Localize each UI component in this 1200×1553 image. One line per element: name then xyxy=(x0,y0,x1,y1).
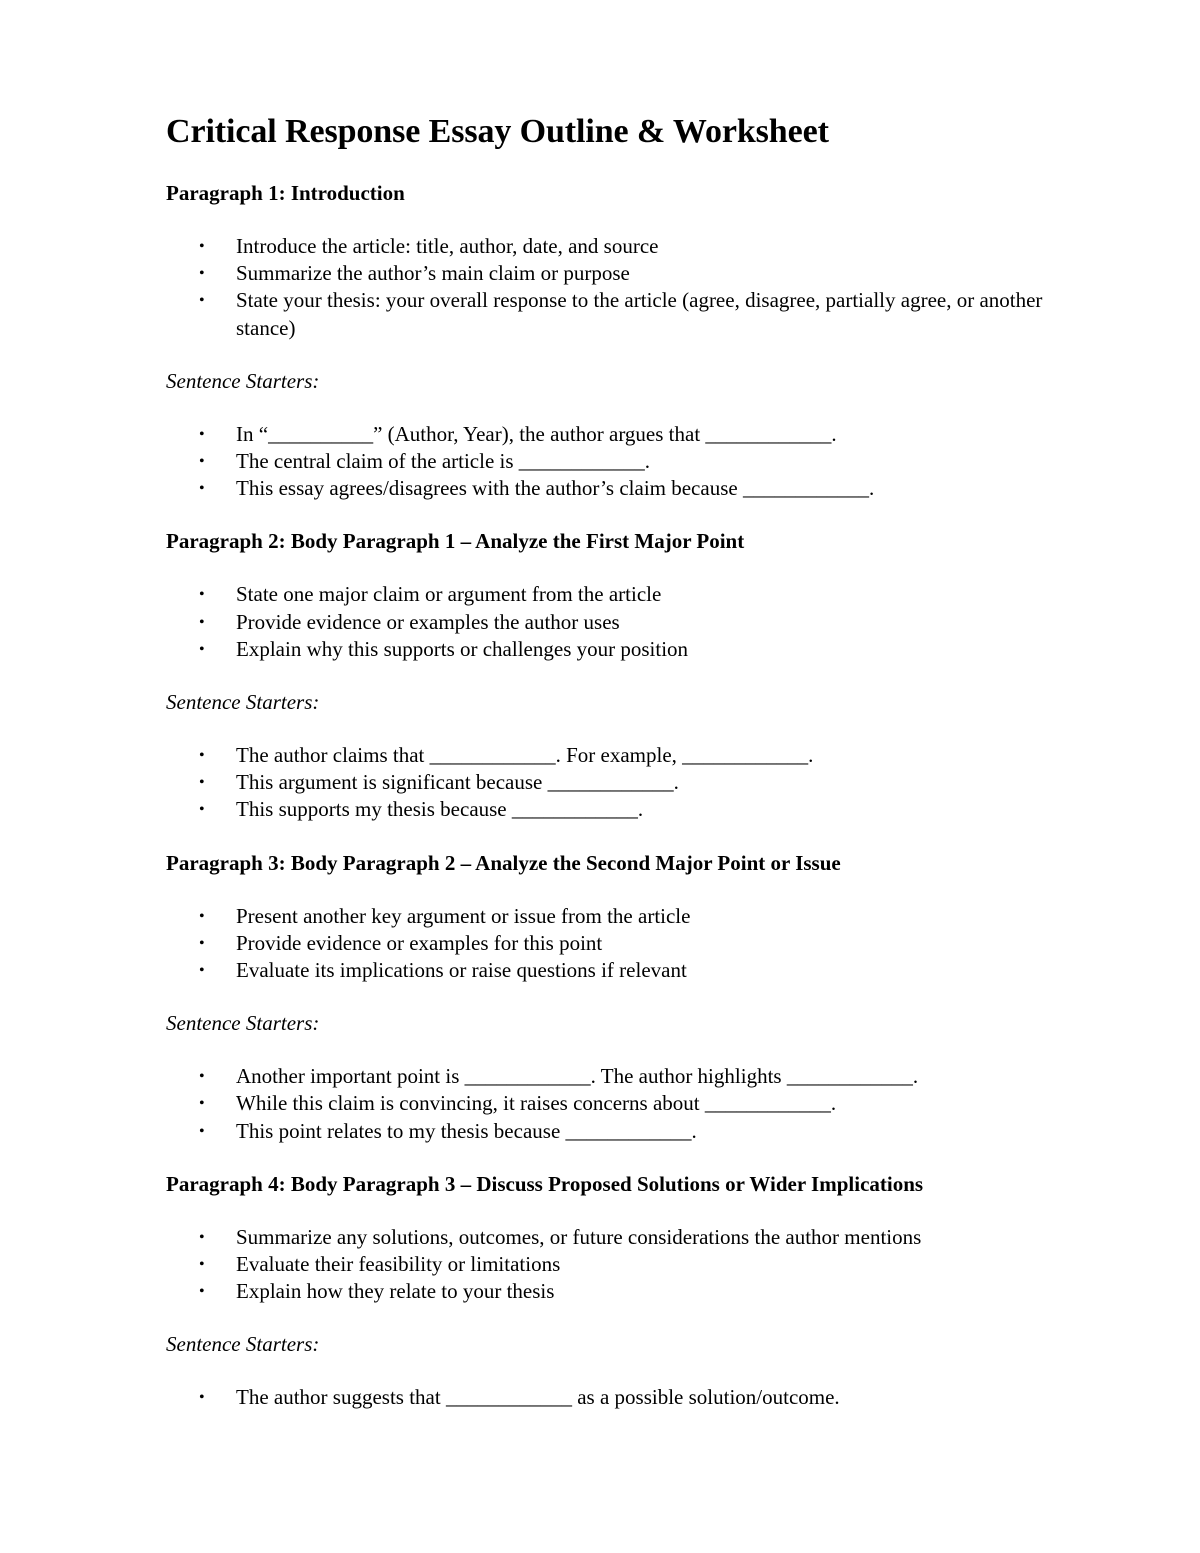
section-heading: Paragraph 2: Body Paragraph 1 – Analyze the First Major Point xyxy=(166,529,745,554)
section-paragraph-2 xyxy=(166,528,1080,823)
section-heading: Paragraph 1: Introduction xyxy=(166,181,405,205)
starter-item xyxy=(166,742,1080,769)
starter-item xyxy=(166,421,1080,448)
guideline-list xyxy=(166,581,1080,663)
bullet-icon: • xyxy=(199,1389,205,1407)
starter-list xyxy=(166,1063,1080,1145)
starter-text: The central claim of the article is ____________. xyxy=(236,449,651,474)
guideline-text: Evaluate its implications or raise questions if relevant xyxy=(236,958,687,983)
starter-item xyxy=(166,475,1080,502)
starter-item xyxy=(166,1063,1080,1090)
bullet-icon: • xyxy=(199,934,205,952)
sentence-starters-label: Sentence Starters: xyxy=(166,1011,320,1036)
bullet-icon: • xyxy=(199,747,205,765)
starter-list xyxy=(166,742,1080,824)
guideline-item xyxy=(166,1251,1080,1278)
section-paragraph-3 xyxy=(166,850,1080,1145)
guideline-item xyxy=(166,957,1080,984)
guideline-item xyxy=(166,287,1080,341)
guideline-text: Explain how they relate to your thesis xyxy=(236,1279,555,1304)
section-heading: Paragraph 4: Body Paragraph 3 – Discuss Proposed Solutions or Wider Implications xyxy=(166,1171,924,1196)
guideline-text: Evaluate their feasibility or limitations xyxy=(236,1252,561,1277)
starter-text: This argument is significant because ____________. xyxy=(236,770,679,795)
bullet-icon: • xyxy=(199,907,205,925)
bullet-icon: • xyxy=(199,962,205,980)
bullet-icon: • xyxy=(199,1283,205,1301)
starter-text: Another important point is ____________. The author highlights ____________. xyxy=(236,1064,919,1089)
guideline-item xyxy=(166,260,1080,287)
bullet-icon: • xyxy=(199,425,205,443)
bullet-icon: • xyxy=(199,586,205,604)
starter-item xyxy=(166,1090,1080,1117)
starter-text: This essay agrees/disagrees with the author’s claim because ____________. xyxy=(236,476,875,501)
guideline-item xyxy=(166,930,1080,957)
starter-item xyxy=(166,1118,1080,1145)
guideline-item xyxy=(166,636,1080,663)
section-paragraph-4 xyxy=(166,1171,1080,1412)
guideline-text: Summarize the author’s main claim or purpose xyxy=(236,261,630,286)
guideline-text: Provide evidence or examples for this point xyxy=(236,930,603,955)
bullet-icon: • xyxy=(199,238,205,255)
document-title: Critical Response Essay Outline & Worksheet xyxy=(166,113,829,150)
guideline-text: Summarize any solutions, outcomes, or future considerations the author mentions xyxy=(236,1224,922,1249)
bullet-icon: • xyxy=(199,265,205,283)
starter-item xyxy=(166,1384,1080,1411)
guideline-list xyxy=(166,233,1080,342)
starter-item xyxy=(166,448,1080,475)
bullet-icon: • xyxy=(199,1122,205,1140)
guideline-list xyxy=(166,903,1080,985)
starter-text: While this claim is convincing, it raises concerns about ____________. xyxy=(236,1091,837,1116)
guideline-item xyxy=(166,233,1080,260)
bullet-icon: • xyxy=(199,1256,205,1274)
bullet-icon: • xyxy=(199,480,205,498)
guideline-text: Explain why this supports or challenges your position xyxy=(236,636,689,661)
starter-text: In “__________” (Author, Year), the author argues that ____________. xyxy=(236,421,837,446)
starter-text: This supports my thesis because ____________. xyxy=(236,797,644,822)
sentence-starters-label: Sentence Starters: xyxy=(166,368,320,393)
starter-item xyxy=(166,769,1080,796)
starter-item xyxy=(166,796,1080,823)
starter-text: The author suggests that ____________ as a possible solution/outcome. xyxy=(236,1385,840,1410)
bullet-icon: • xyxy=(199,801,205,819)
sentence-starters-label: Sentence Starters: xyxy=(166,690,320,715)
starter-text: This point relates to my thesis because ____________. xyxy=(236,1118,697,1143)
bullet-icon: • xyxy=(199,640,205,658)
guideline-text: State your thesis: your overall response to the article (agree, disagree, partially agree, or another stance) xyxy=(236,288,1043,340)
guideline-text: State one major claim or argument from the article xyxy=(236,582,662,607)
section-heading: Paragraph 3: Body Paragraph 2 – Analyze the Second Major Point or Issue xyxy=(166,850,841,875)
starter-text: The author claims that ____________. For example, ____________. xyxy=(236,743,814,768)
starter-list xyxy=(166,421,1080,503)
section-paragraph-1 xyxy=(166,180,1080,502)
bullet-icon: • xyxy=(199,774,205,792)
bullet-icon: • xyxy=(199,613,205,631)
guideline-list xyxy=(166,1224,1080,1306)
guideline-item xyxy=(166,903,1080,930)
guideline-item xyxy=(166,581,1080,608)
bullet-icon: • xyxy=(199,292,205,310)
sentence-starters-label: Sentence Starters: xyxy=(166,1332,320,1357)
bullet-icon: • xyxy=(199,1068,205,1086)
guideline-text: Introduce the article: title, author, date, and source xyxy=(236,234,659,258)
guideline-text: Present another key argument or issue from the article xyxy=(236,903,691,928)
guideline-item xyxy=(166,609,1080,636)
guideline-text: Provide evidence or examples the author uses xyxy=(236,609,620,634)
guideline-item xyxy=(166,1224,1080,1251)
guideline-item xyxy=(166,1278,1080,1305)
bullet-icon: • xyxy=(199,1095,205,1113)
bullet-icon: • xyxy=(199,453,205,471)
bullet-icon: • xyxy=(199,1228,205,1246)
starter-list xyxy=(166,1384,1080,1411)
